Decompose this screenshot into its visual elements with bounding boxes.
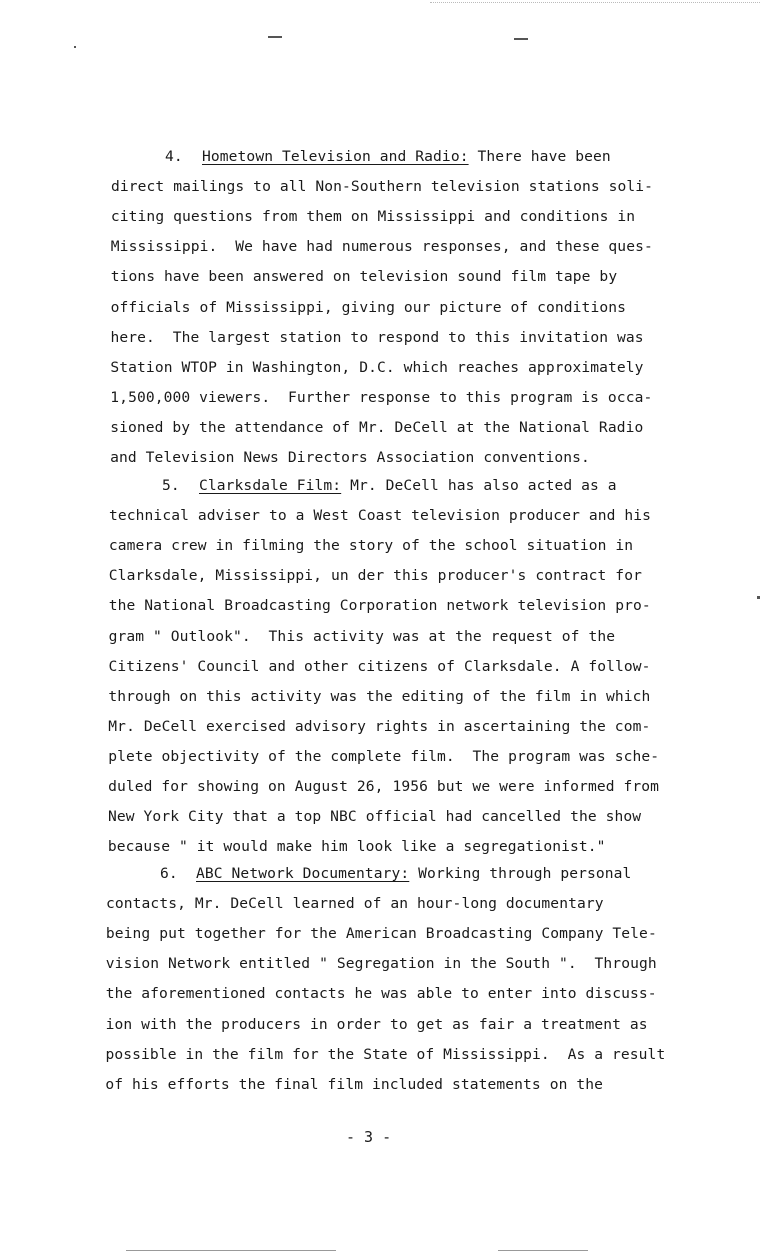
paragraph-number: 6.	[160, 865, 178, 882]
paragraph-line: New York City that a top NBC official had cancelled the show	[108, 808, 642, 826]
scan-mark	[514, 38, 528, 40]
paragraph-line: contacts, Mr. DeCell learned of an hour-long documentary	[106, 895, 604, 913]
page-number: - 3 -	[346, 1128, 392, 1146]
paragraph-line: through on this activity was the editing of the film in which	[108, 687, 651, 705]
paragraph-number: 5.	[162, 477, 180, 494]
section-heading: ABC Network Documentary:	[196, 865, 410, 882]
section-heading: Clarksdale Film:	[199, 477, 342, 494]
paragraph-first-line	[199, 477, 617, 495]
paragraph-line: 1,500,000 viewers. Further response to this program is occa-	[110, 388, 653, 406]
paragraph-line: Station WTOP in Washington, D.C. which reaches approximately	[110, 358, 644, 376]
paragraph-first-line	[202, 148, 611, 166]
paragraph-line: ion with the producers in order to get as fair a treatment as	[105, 1015, 648, 1033]
scan-mark	[757, 596, 760, 599]
paragraph-text: There have been	[468, 148, 611, 165]
paragraph-line: vision Network entitled " Segregation in the South ". Through	[105, 955, 657, 973]
paragraph-line: Mr. DeCell exercised advisory rights in ascertaining the com-	[108, 717, 651, 735]
paragraph-line: citing questions from them on Mississippi and conditions in	[110, 208, 636, 226]
paragraph-first-line	[196, 865, 631, 883]
paragraph-line: camera crew in filming the story of the school situation in	[108, 537, 634, 555]
paragraph-line: Mississippi. We have had numerous responses, and these ques-	[110, 238, 653, 256]
scan-mark	[74, 46, 76, 48]
paragraph-line: the aforementioned contacts he was able to enter into discuss-	[105, 985, 657, 1003]
scan-mark	[268, 36, 282, 38]
paragraph-line: here. The largest station to respond to this invitation was	[110, 328, 644, 346]
paragraph-text: Working through personal	[409, 865, 632, 882]
paragraph-line: tions have been answered on television sound film tape by	[110, 268, 618, 286]
paragraph-line: duled for showing on August 26, 1956 but we were informed from	[108, 778, 660, 795]
paragraph-line: technical adviser to a West Coast television producer and his	[109, 507, 652, 525]
paragraph-line: because " it would make him look like a segregationist."	[107, 838, 606, 856]
paragraph-line: and Television News Directors Association conventions.	[110, 449, 590, 466]
paragraph-line: being put together for the American Broadcasting Company Tele-	[105, 925, 657, 943]
paragraph-text: Mr. DeCell has also acted as a	[341, 477, 617, 494]
paragraph-line: of his efforts the final film included statements on the	[105, 1075, 604, 1093]
paragraph-line: possible in the film for the State of Mississippi. As a result	[105, 1045, 666, 1063]
section-heading: Hometown Television and Radio:	[202, 148, 469, 165]
paragraph-line: officials of Mississippi, giving our picture of conditions	[110, 298, 626, 316]
paragraph-line: plete objectivity of the complete film. The program was sche-	[108, 747, 660, 765]
paragraph-line: Citizens' Council and other citizens of Clarksdale. A follow-	[108, 657, 651, 675]
paragraph-line: Clarksdale, Mississippi, un der this producer's contract for	[108, 567, 642, 585]
top-edge-dots	[430, 2, 760, 3]
paragraph-number: 4.	[165, 148, 183, 165]
scan-mark	[498, 1250, 588, 1251]
paragraph-line: gram " Outlook". This activity was at the request of the	[108, 627, 616, 645]
paragraph-line: sioned by the attendance of Mr. DeCell at the National Radio	[110, 418, 644, 436]
paragraph-line: the National Broadcasting Corporation network television pro-	[108, 597, 651, 615]
scan-mark	[126, 1250, 336, 1251]
paragraph-line: direct mailings to all Non-Southern television stations soli-	[111, 178, 654, 196]
